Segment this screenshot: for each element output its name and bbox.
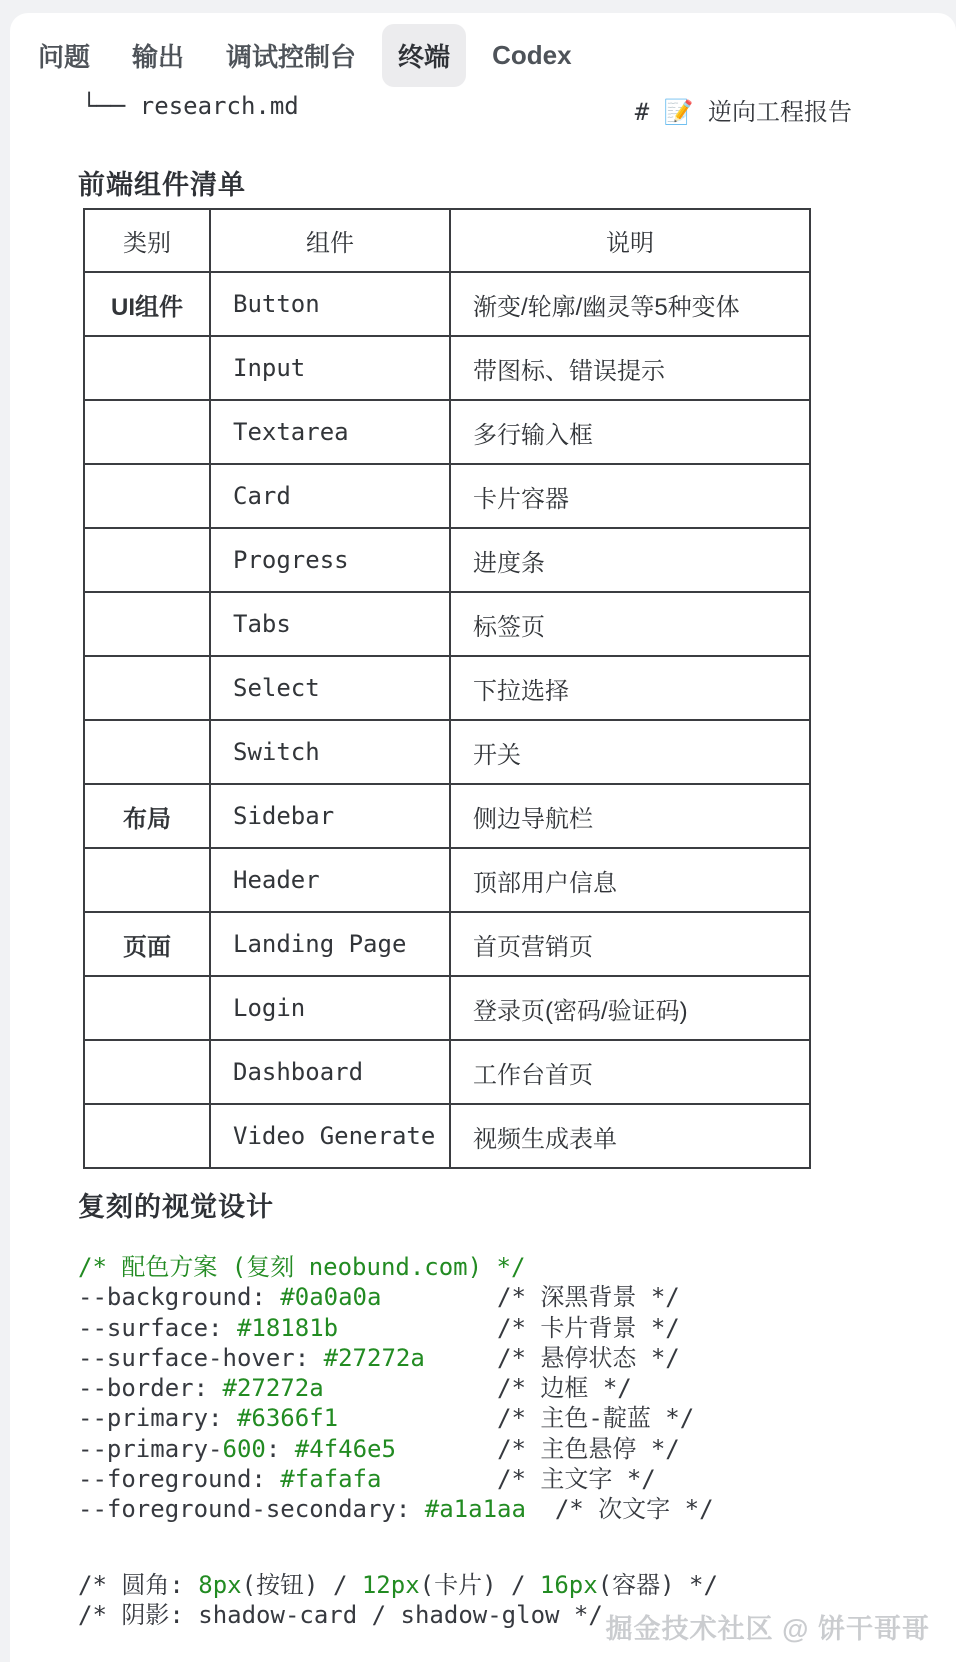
table-row — [84, 592, 810, 656]
table-cell-cat — [84, 976, 210, 1040]
table-row — [84, 976, 810, 1040]
table-header-cell: 说明 — [450, 209, 810, 272]
code-line — [78, 1403, 714, 1433]
table-cell-comp: Input — [210, 336, 450, 400]
code-line — [78, 1494, 714, 1524]
terminal-panel — [10, 13, 956, 1662]
table-cell-comp: Tabs — [210, 592, 450, 656]
code-text-segment: --background: — [78, 1283, 281, 1312]
table-cell-cat — [84, 848, 210, 912]
table-cell-cat — [84, 400, 210, 464]
table-header-cell: 组件 — [210, 209, 450, 272]
table-cell-cat: UI组件 — [84, 272, 210, 336]
table-cell-desc: 标签页 — [450, 592, 810, 656]
code-value-segment: #a1a1aa — [424, 1495, 526, 1524]
table-cell-comp: Button — [210, 272, 450, 336]
code-text-segment: --surface: — [78, 1313, 237, 1342]
tab-4[interactable]: Codex — [492, 39, 572, 70]
table-header-row — [84, 209, 810, 272]
code-value-segment: #6366f1 — [236, 1404, 339, 1433]
table-cell-comp: Header — [210, 848, 450, 912]
table-cell-cat — [84, 336, 210, 400]
table-cell-comp: Switch — [210, 720, 450, 784]
table-body — [84, 272, 810, 1168]
code-value-segment: #4f46e5 — [294, 1434, 396, 1463]
code-text-segment: /* 主文字 */ — [381, 1465, 656, 1494]
table-row — [84, 400, 810, 464]
code-value-segment: 12px — [361, 1571, 420, 1599]
tab-0[interactable]: 问题 — [38, 41, 91, 72]
table-row — [84, 272, 810, 336]
code-text-segment: : — [265, 1434, 295, 1463]
code-line — [78, 1373, 714, 1403]
table-cell-desc: 工作台首页 — [450, 1040, 810, 1104]
table-cell-comp: Card — [210, 464, 450, 528]
table-row — [84, 848, 810, 912]
table-cell-cat — [84, 720, 210, 784]
code-line — [78, 1570, 718, 1600]
code-text-segment: /* 深黑背景 */ — [381, 1283, 680, 1312]
code-text-segment: (容器) */ — [597, 1571, 718, 1599]
code-value-segment: #fafafa — [280, 1465, 382, 1494]
code-text-segment: --surface-hover: — [78, 1343, 324, 1372]
table-cell-comp: Landing Page — [210, 912, 450, 976]
table-cell-desc: 登录页(密码/验证码) — [450, 976, 810, 1040]
table-row — [84, 912, 810, 976]
code-line — [78, 1343, 714, 1373]
tab-1[interactable]: 输出 — [132, 41, 185, 72]
code-text-segment: --primary- — [78, 1434, 223, 1463]
table-cell-cat — [84, 464, 210, 528]
table-cell-cat: 布局 — [84, 784, 210, 848]
table-cell-desc: 多行输入框 — [450, 400, 810, 464]
code-value-segment: 600 — [222, 1434, 266, 1463]
table-cell-desc: 带图标、错误提示 — [450, 336, 810, 400]
watermark: 掘金技术社区 @ 饼干哥哥 — [605, 1614, 930, 1644]
section-title-visual: 复刻的视觉设计 — [78, 1192, 274, 1222]
table-cell-cat — [84, 528, 210, 592]
section-title-components: 前端组件清单 — [78, 170, 246, 200]
table-row — [84, 528, 810, 592]
code-text-segment: /* 主色-靛蓝 */ — [338, 1404, 695, 1433]
table-cell-desc: 视频生成表单 — [450, 1104, 810, 1168]
code-value-segment: 8px — [198, 1571, 242, 1599]
table-cell-desc: 渐变/轮廓/幽灵等5种变体 — [450, 272, 810, 336]
table-cell-desc: 卡片容器 — [450, 464, 810, 528]
tree-branch-glyph: └── — [82, 92, 140, 120]
components-table — [83, 208, 811, 1169]
table-cell-cat — [84, 1040, 210, 1104]
code-value-segment: #18181b — [236, 1313, 339, 1342]
table-header-cell: 类别 — [84, 209, 210, 272]
code-text-segment: /* 悬停状态 */ — [424, 1343, 680, 1372]
table-cell-desc: 开关 — [450, 720, 810, 784]
table-row — [84, 1040, 810, 1104]
table-row — [84, 336, 810, 400]
table-cell-comp: Dashboard — [210, 1040, 450, 1104]
code-text-segment: /* 圆角: — [78, 1571, 199, 1599]
table-cell-cat: 页面 — [84, 912, 210, 976]
code-text-segment: --border: — [78, 1374, 223, 1403]
code-line — [78, 1434, 714, 1464]
tree-filename: research.md — [139, 92, 299, 120]
panel-tab-bar — [38, 27, 572, 83]
code-text-segment: /* 边框 */ — [323, 1374, 632, 1403]
table-cell-cat — [84, 1104, 210, 1168]
table-row — [84, 656, 810, 720]
table-cell-comp: Select — [210, 656, 450, 720]
code-text-segment: /* 卡片背景 */ — [338, 1313, 680, 1342]
table-cell-desc: 首页营销页 — [450, 912, 810, 976]
code-value-segment: #0a0a0a — [280, 1283, 382, 1312]
code-text-segment: /* 次文字 */ — [525, 1495, 714, 1524]
code-value-segment: 16px — [539, 1571, 598, 1599]
table-cell-cat — [84, 592, 210, 656]
table-cell-comp: Video Generate — [210, 1104, 450, 1168]
code-value-segment: /* 配色方案 (复刻 neobund.com) */ — [78, 1253, 526, 1281]
tab-2[interactable]: 调试控制台 — [226, 41, 357, 72]
code-line — [78, 1282, 714, 1312]
file-tree-item — [82, 92, 299, 120]
code-line — [78, 1252, 714, 1282]
table-cell-comp: Textarea — [210, 400, 450, 464]
code-line — [78, 1313, 714, 1343]
code-value-segment: #27272a — [222, 1374, 324, 1403]
code-text-segment: --primary: — [78, 1404, 237, 1433]
table-row — [84, 1104, 810, 1168]
code-text-segment: (卡片) / — [419, 1571, 540, 1599]
table-cell-desc: 侧边导航栏 — [450, 784, 810, 848]
tab-3[interactable]: 终端 — [382, 24, 466, 87]
table-cell-desc: 进度条 — [450, 528, 810, 592]
table-cell-comp: Login — [210, 976, 450, 1040]
table-cell-comp: Progress — [210, 528, 450, 592]
table-row — [84, 720, 810, 784]
code-value-segment: #27272a — [323, 1343, 425, 1372]
code-text-segment: (按钮) / — [241, 1571, 362, 1599]
table-cell-cat — [84, 656, 210, 720]
code-line — [78, 1464, 714, 1494]
table-cell-desc: 顶部用户信息 — [450, 848, 810, 912]
code-text-segment: --foreground: — [78, 1465, 281, 1494]
code-block-color-scheme — [78, 1252, 714, 1525]
code-text-segment: /* 主色悬停 */ — [395, 1434, 680, 1463]
table-row — [84, 784, 810, 848]
doc-title: # 📝 逆向工程报告 — [634, 98, 852, 126]
table-cell-comp: Sidebar — [210, 784, 450, 848]
code-text-segment: /* 阴影: shadow-card / shadow-glow */ — [78, 1601, 603, 1630]
table-row — [84, 464, 810, 528]
code-text-segment: --foreground-secondary: — [78, 1495, 425, 1524]
table-cell-desc: 下拉选择 — [450, 656, 810, 720]
